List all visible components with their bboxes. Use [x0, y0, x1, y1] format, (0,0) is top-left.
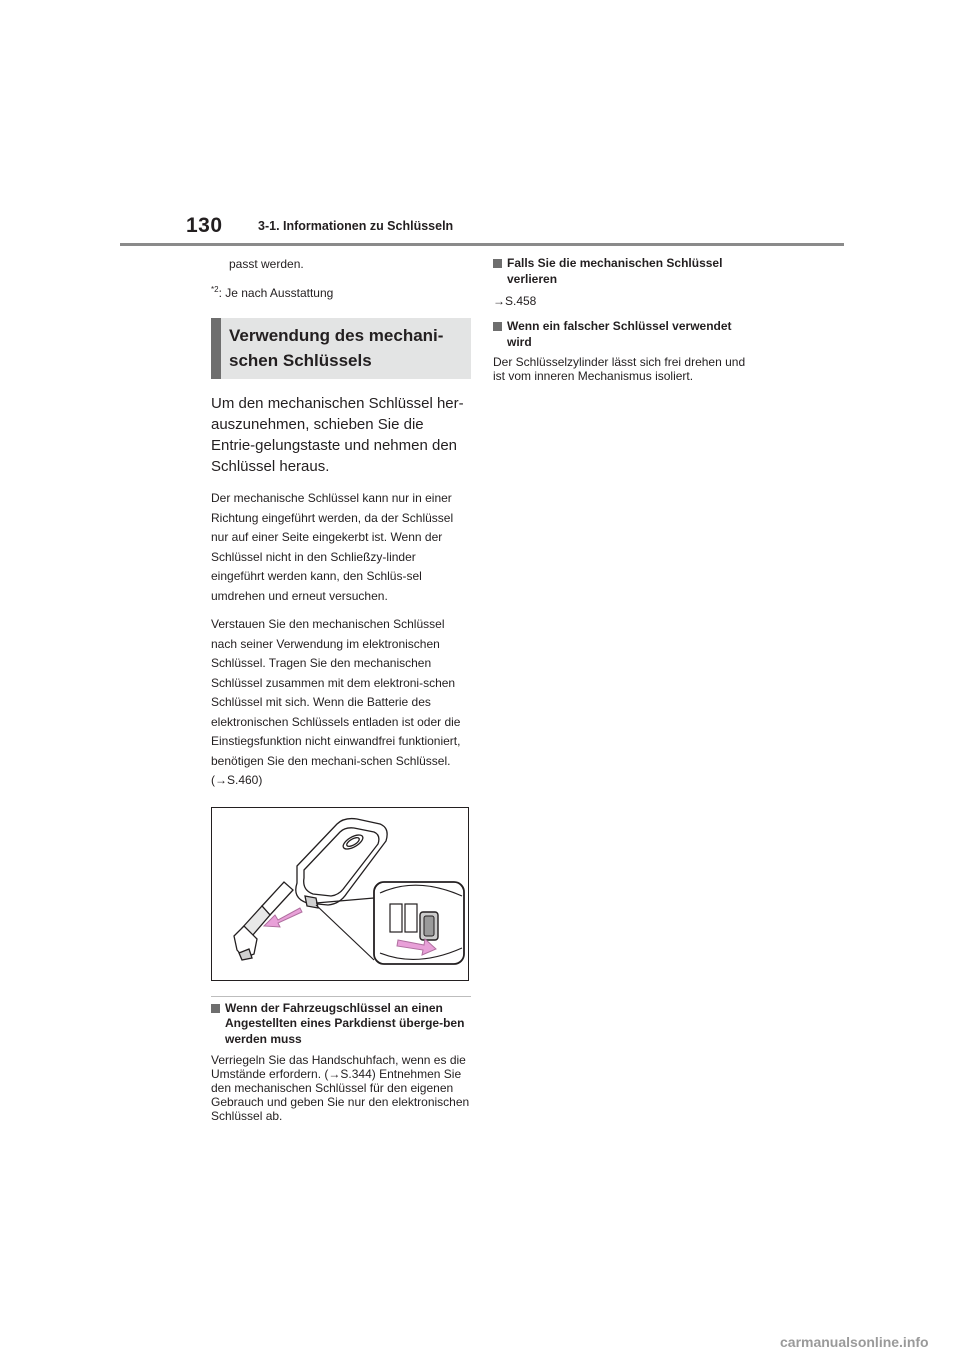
page-number: 130	[186, 214, 223, 237]
footnote-text: : Je nach Ausstattung	[218, 286, 334, 300]
key-illustration-svg	[212, 808, 468, 980]
footnote-mark: *2	[211, 285, 219, 294]
heading-line-1: Verwendung des mechani-	[229, 326, 444, 345]
divider	[211, 996, 471, 997]
sub-heading-parkdienst	[211, 1001, 471, 1048]
sub-heading-text: Falls Sie die mechanischen Schlüssel verlieren	[507, 256, 723, 286]
continued-text: passt werden.	[229, 257, 304, 271]
square-bullet-icon	[493, 322, 502, 331]
sub-heading-falscher-schluessel	[493, 319, 753, 350]
paragraph-storage: Verstauen Sie den mechanischen Schlüssel nach seiner Verwendung im elektronischen Schlüssel. Tragen Sie den mechanischen Schlüssel zusammen mit dem elektroni-schen Schlüssel mit sich. Wenn die Batterie des elektronischen Schlüssels entladen ist oder die Einstiegsfunktion nicht einwandfrei funktioniert, benötigen Sie den mechani-schen Schlüssel. (→S.460)	[211, 617, 461, 787]
right-column	[493, 256, 753, 383]
left-column	[211, 256, 471, 1123]
key-illustration	[211, 807, 469, 981]
footnote	[211, 282, 471, 301]
sub-heading-text: Wenn der Fahrzeugschlüssel an einen Angestellten eines Parkdienst überge-ben werden muss	[225, 1000, 465, 1046]
paragraph-insertion: Der mechanische Schlüssel kann nur in einer Richtung eingeführt werden, da der Schlüssel nur auf einer Seite eingekerbt ist. Wenn der Schlüssel nicht in den Schließzy-linder eingeführt werden kann, den Schlüs-sel umdrehen und erneut versuchen.	[211, 491, 454, 603]
square-bullet-icon	[493, 259, 502, 268]
section-heading	[211, 318, 471, 379]
page-reference-link[interactable]: →S.458	[493, 294, 537, 308]
section-title: 3-1. Informationen zu Schlüsseln	[258, 219, 454, 233]
watermark: carmanualsonline.info	[780, 1334, 929, 1350]
parkdienst-paragraph: Verriegeln Sie das Handschuhfach, wenn es die Umstände erfordern. (→S.344) Entnehmen Sie den mechanischen Schlüssel für den eigenen Gebrauch und geben Sie nur den elektronischen Schlüssel ab.	[211, 1053, 470, 1123]
heading-line-2: schen Schlüssels	[229, 351, 372, 370]
lead-paragraph: Um den mechanischen Schlüssel her-auszunehmen, schieben Sie die Entrie-gelungstaste und nehmen den Schlüssel heraus.	[211, 395, 464, 475]
header-rule	[120, 243, 844, 246]
sub-heading-text: Wenn ein falscher Schlüssel verwendet wird	[507, 319, 732, 349]
mechanical-key-icon	[234, 882, 293, 960]
release-button-detail-icon	[374, 882, 464, 964]
square-bullet-icon	[211, 1004, 220, 1013]
sub-heading-verlieren	[493, 256, 753, 287]
falscher-schluessel-paragraph: Der Schlüsselzylinder lässt sich frei drehen und ist vom inneren Mechanismus isoliert.	[493, 355, 746, 383]
